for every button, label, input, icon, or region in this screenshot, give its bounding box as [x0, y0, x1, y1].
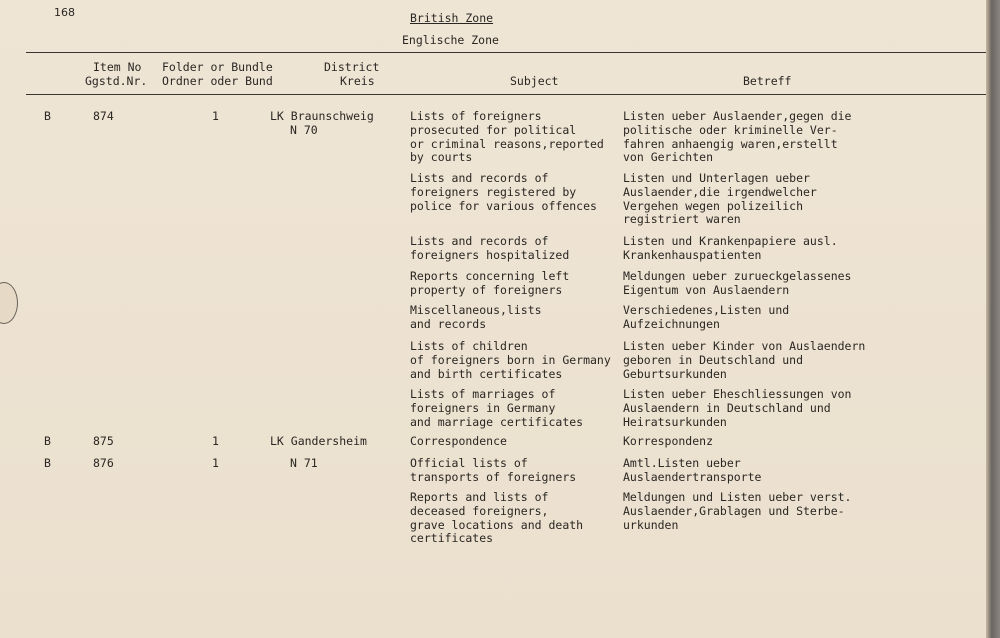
betreff-text-line: Auslaendertransporte: [623, 469, 762, 484]
betreff-text-line: Aufzeichnungen: [623, 316, 720, 331]
punch-hole: [0, 282, 18, 324]
subject-text-line: Reports and lists of: [410, 490, 549, 504]
zone-code-line: B: [44, 109, 51, 123]
betreff-text-line: von Gerichten: [623, 150, 714, 165]
subject-text-line: Official lists of: [410, 456, 528, 470]
betreff-text-line: Verschiedenes,Listen und: [623, 303, 790, 317]
betreff-text-line: Eigentum von Auslaendern: [623, 282, 790, 297]
subject-text: [410, 457, 576, 485]
subject-text-line: Lists and records of: [410, 171, 549, 185]
subject-text-line: deceased foreigners,: [410, 503, 549, 518]
subject-text-line: property of foreigners: [410, 282, 563, 297]
subject-text-line: and marriage certificates: [410, 414, 584, 429]
subject-text: [410, 270, 569, 298]
betreff-text-line: Heiratsurkunden: [623, 414, 727, 429]
header-item-no-de: Ggstd.Nr.: [85, 74, 148, 88]
subject-text-line: Correspondence: [410, 434, 507, 448]
folder-number-line: 1: [212, 109, 219, 123]
subject-text: [410, 340, 611, 381]
betreff-text-line: Geburtsurkunden: [623, 366, 727, 381]
subject-text-line: Miscellaneous,lists: [410, 303, 542, 317]
betreff-text-line: Krankenhauspatienten: [623, 247, 762, 262]
zone-code: [44, 110, 51, 124]
betreff-text: [623, 435, 713, 449]
subject-text: [410, 110, 604, 165]
subject-text-line: of foreigners born in Germany: [410, 352, 611, 367]
item-number: [93, 457, 114, 471]
subject-text-line: Lists of foreigners: [410, 109, 542, 123]
title-german: Englische Zone: [402, 33, 499, 47]
subject-text: [410, 388, 583, 429]
betreff-text-line: Vergehen wegen polizeilich: [623, 198, 804, 213]
subject-text: [410, 304, 542, 332]
betreff-text: [623, 270, 851, 298]
subject-text-line: and birth certificates: [410, 366, 563, 381]
subject-text-line: foreigners in Germany: [410, 400, 556, 415]
betreff-text-line: Listen und Unterlagen ueber: [623, 171, 810, 185]
subject-text-line: grave locations and death: [410, 517, 584, 532]
betreff-text: [623, 340, 865, 381]
betreff-text-line: geboren in Deutschland und: [623, 352, 804, 367]
betreff-text: [623, 457, 761, 485]
betreff-text-line: Amtl.Listen ueber: [623, 456, 741, 470]
header-subject: Subject: [510, 74, 559, 88]
zone-code-line: B: [44, 456, 51, 470]
betreff-text-line: Meldungen ueber zurueckgelassenes: [623, 269, 852, 283]
folder-number-line: 1: [212, 456, 219, 470]
subject-text: [410, 435, 507, 449]
page-edge: [986, 0, 1000, 638]
betreff-text: [623, 172, 817, 227]
betreff-text-line: politische oder kriminelle Ver-: [623, 122, 838, 137]
betreff-text: [623, 491, 851, 532]
betreff-text-line: Listen ueber Eheschliessungen von: [623, 387, 852, 401]
header-top-rule: [26, 52, 986, 53]
item-number-line: 874: [93, 109, 114, 123]
betreff-text-line: Listen und Krankenpapiere ausl.: [623, 234, 838, 248]
item-number: [93, 110, 114, 124]
subject-text-line: and records: [410, 316, 487, 331]
betreff-text-line: Auslaender,Grablagen und Sterbe-: [623, 503, 845, 518]
header-folder-en: Folder or Bundle: [162, 60, 273, 74]
item-number: [93, 435, 114, 449]
item-number-line: 875: [93, 434, 114, 448]
betreff-text-line: registriert waren: [623, 212, 741, 227]
folder-number: [212, 457, 219, 471]
subject-text-line: transports of foreigners: [410, 469, 577, 484]
zone-code: [44, 457, 51, 471]
subject-text-line: certificates: [410, 531, 494, 546]
betreff-text-line: Auslaendern in Deutschland und: [623, 400, 831, 415]
header-item-no-en: Item No: [93, 60, 142, 74]
subject-text: [410, 491, 583, 546]
subject-text-line: Reports concerning left: [410, 269, 570, 283]
subject-text-line: or criminal reasons,reported: [410, 136, 604, 151]
item-number-line: 876: [93, 456, 114, 470]
zone-code-line: B: [44, 434, 51, 448]
district-name: LK Gandersheim: [270, 434, 367, 448]
folder-number: [212, 110, 219, 124]
subject-text-line: Lists and records of: [410, 234, 549, 248]
subject-text-line: by courts: [410, 150, 473, 165]
title-english: British Zone: [410, 11, 494, 25]
betreff-text: [623, 388, 851, 429]
betreff-text: [623, 235, 838, 263]
header-folder-de: Ordner oder Bund: [162, 74, 273, 88]
betreff-text-line: fahren anhaengig waren,erstellt: [623, 136, 838, 151]
district-name: N 70: [290, 123, 318, 137]
subject-text: [410, 235, 569, 263]
subject-text-line: prosecuted for political: [410, 122, 577, 137]
header-betreff: Betreff: [743, 74, 792, 88]
subject-text-line: foreigners hospitalized: [410, 247, 570, 262]
zone-code: [44, 435, 51, 449]
page-number: 168: [54, 6, 75, 19]
betreff-text-line: Korrespondenz: [623, 434, 714, 448]
betreff-text: [623, 304, 789, 332]
subject-text-line: police for various offences: [410, 198, 597, 213]
header-bottom-rule: [26, 94, 986, 95]
betreff-text: [623, 110, 851, 165]
betreff-text-line: urkunden: [623, 517, 679, 532]
header-district-de: Kreis: [340, 74, 375, 88]
betreff-text-line: Auslaender,die irgendwelcher: [623, 184, 817, 199]
subject-text-line: Lists of children: [410, 339, 528, 353]
folder-number-line: 1: [212, 434, 219, 448]
betreff-text-line: Listen ueber Kinder von Auslaendern: [623, 339, 866, 353]
district-name: N 71: [290, 456, 318, 470]
subject-text-line: Lists of marriages of: [410, 387, 556, 401]
betreff-text-line: Listen ueber Auslaender,gegen die: [623, 109, 852, 123]
header-district-en: District: [324, 60, 380, 74]
subject-text-line: foreigners registered by: [410, 184, 577, 199]
subject-text: [410, 172, 597, 213]
district-name: LK Braunschweig: [270, 109, 374, 123]
folder-number: [212, 435, 219, 449]
betreff-text-line: Meldungen und Listen ueber verst.: [623, 490, 852, 504]
